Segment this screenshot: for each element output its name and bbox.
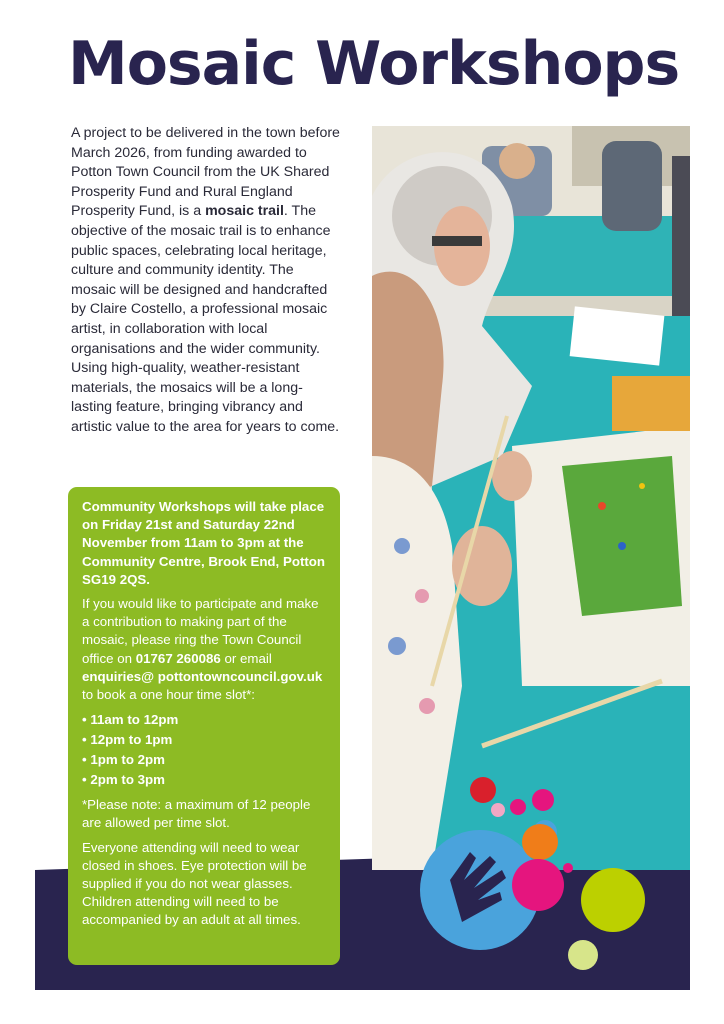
decorative-bubbles — [410, 770, 660, 980]
capacity-note: *Please note: a maximum of 12 people are allowed per time slot. — [82, 797, 311, 831]
attendance-requirements: Everyone attending will need to wear closed in shoes. Eye protection will be supplied if you do not wear glasses. Children attending will need to be accompanied by an adult at all times. — [82, 839, 307, 928]
page-title: Mosaic Workshops — [68, 29, 680, 99]
workshop-photo — [372, 126, 690, 870]
intro-text-1: A project to be delivered in the town before March 2026, from funding awarded to Potton Town Council from the UK Shared Prosperity Fund and Rural England Prosperity Fund, is a — [71, 125, 340, 220]
intro-highlight: mosaic trail — [205, 203, 284, 220]
time-slot: • 2pm to 3pm — [82, 770, 328, 790]
booking-text-1: If you would like to participate and make a contribution to making part of the mosaic, please ring the Town Council office on — [82, 596, 319, 666]
intro-paragraph — [71, 124, 341, 438]
booking-text-3: to book a one hour time slot*: — [82, 687, 255, 703]
time-slot: • 11am to 12pm — [82, 710, 328, 730]
time-slot: • 1pm to 2pm — [82, 750, 328, 770]
time-slot: • 12pm to 1pm — [82, 730, 328, 750]
booking-text-2: or email — [220, 650, 272, 666]
workshop-info-box — [68, 487, 340, 965]
time-slot-list — [82, 710, 328, 790]
phone-number: 01767 260086 — [135, 650, 221, 666]
email-address: enquiries@ pottontowncouncil.gov.uk — [82, 668, 323, 684]
booking-instructions — [82, 595, 328, 704]
intro-text-2: . The objective of the mosaic trail is to enhance public spaces, celebrating local heritage, culture and community identity. The mosaic will be designed and handcrafted by Claire Costello, a professional mosaic artist, in collaboration with local organisations and the wider community. Using high-quality, weather-resistant materials, the mosaics will be a long-lasting feature, bringing vibrancy and artistic value to the area for years to come. — [71, 203, 340, 435]
workshop-details: Community Workshops will take place on Friday 21st and Saturday 22nd November from 11am to 3pm at the Community Centre, Brook End, Potton SG19 2QS. — [82, 499, 326, 587]
